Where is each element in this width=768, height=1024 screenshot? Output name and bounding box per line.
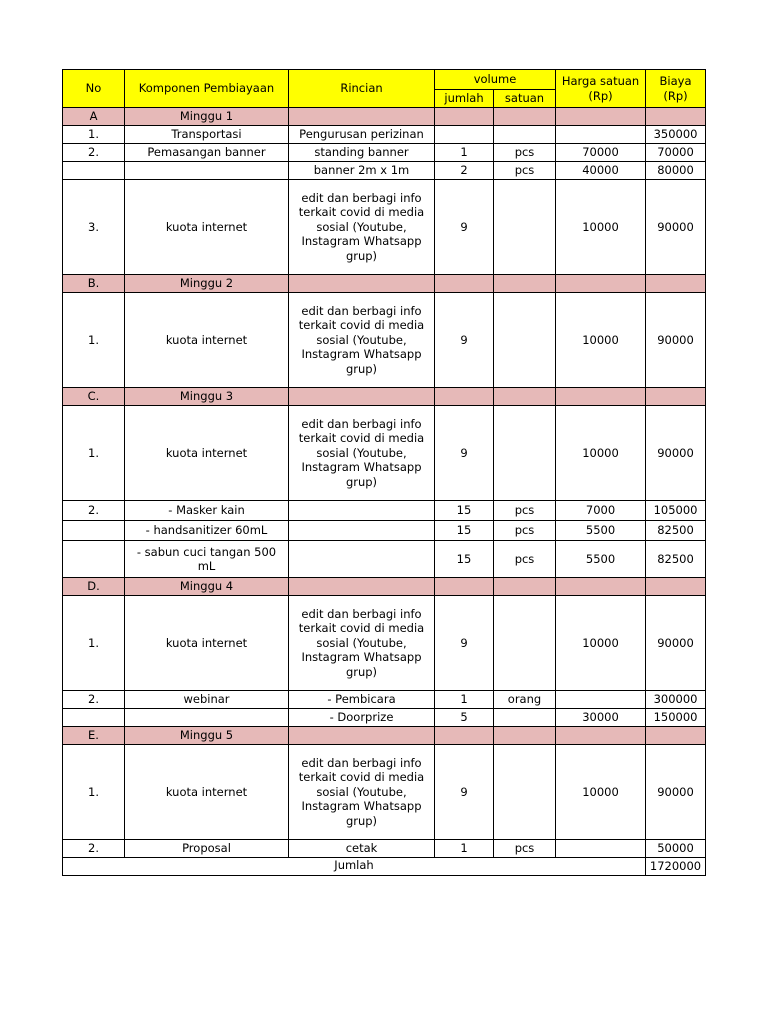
cell-no (63, 162, 125, 180)
cell-no: 3. (63, 180, 125, 275)
header-rincian: Rincian (289, 70, 435, 108)
cell-no: 2. (63, 144, 125, 162)
cell-no (63, 709, 125, 727)
header-no: No (63, 70, 125, 108)
cell-biaya: 90000 (646, 293, 706, 388)
cell-harga: 10000 (556, 745, 646, 840)
cell-no (63, 541, 125, 578)
budget-table (62, 69, 706, 876)
cell-rincian: banner 2m x 1m (289, 162, 435, 180)
cell-jumlah (435, 126, 494, 144)
cell-no: 1. (63, 293, 125, 388)
section-title: Minggu 2 (125, 275, 289, 293)
cell-komponen (125, 709, 289, 727)
table-row (63, 840, 706, 858)
cell-komponen: webinar (125, 691, 289, 709)
total-value: 1720000 (646, 858, 706, 876)
section-label: C. (63, 388, 125, 406)
cell-harga (556, 691, 646, 709)
cell-harga: 10000 (556, 293, 646, 388)
cell-rincian: edit dan berbagi info terkait covid di media sosial (Youtube, Instagram Whatsapp grup) (289, 745, 435, 840)
cell-satuan: pcs (494, 840, 556, 858)
cell-rincian (289, 501, 435, 521)
cell-no: 2. (63, 501, 125, 521)
table-row (63, 293, 706, 388)
cell-jumlah: 1 (435, 691, 494, 709)
table-row (63, 521, 706, 541)
cell-biaya: 82500 (646, 541, 706, 578)
cell-komponen (125, 162, 289, 180)
table-row (63, 745, 706, 840)
cell-biaya: 82500 (646, 521, 706, 541)
cell-biaya: 105000 (646, 501, 706, 521)
section-title: Minggu 4 (125, 578, 289, 596)
cell-rincian: edit dan berbagi info terkait covid di media sosial (Youtube, Instagram Whatsapp grup) (289, 180, 435, 275)
cell-komponen: kuota internet (125, 293, 289, 388)
section-row (63, 388, 706, 406)
cell-satuan: pcs (494, 521, 556, 541)
cell-satuan (494, 596, 556, 691)
section-label: D. (63, 578, 125, 596)
cell-biaya: 70000 (646, 144, 706, 162)
cell-satuan (494, 406, 556, 501)
cell-komponen: Proposal (125, 840, 289, 858)
section-row (63, 578, 706, 596)
cell-no: 1. (63, 126, 125, 144)
cell-biaya: 90000 (646, 406, 706, 501)
cell-jumlah: 9 (435, 596, 494, 691)
table-row (63, 596, 706, 691)
cell-rincian: - Doorprize (289, 709, 435, 727)
header-biaya: Biaya (Rp) (646, 70, 706, 108)
cell-no: 1. (63, 596, 125, 691)
cell-komponen: kuota internet (125, 596, 289, 691)
cell-jumlah: 9 (435, 406, 494, 501)
cell-satuan: pcs (494, 501, 556, 521)
cell-jumlah: 9 (435, 745, 494, 840)
section-row (63, 275, 706, 293)
cell-biaya: 150000 (646, 709, 706, 727)
cell-no: 1. (63, 406, 125, 501)
cell-jumlah: 15 (435, 501, 494, 521)
table-row (63, 180, 706, 275)
cell-no: 2. (63, 840, 125, 858)
header-jumlah: jumlah (435, 90, 494, 108)
cell-jumlah: 9 (435, 293, 494, 388)
cell-jumlah: 15 (435, 541, 494, 578)
cell-harga: 5500 (556, 521, 646, 541)
cell-harga: 5500 (556, 541, 646, 578)
section-title: Minggu 1 (125, 108, 289, 126)
section-label: A (63, 108, 125, 126)
cell-no (63, 521, 125, 541)
cell-komponen: Pemasangan banner (125, 144, 289, 162)
section-row (63, 108, 706, 126)
cell-rincian (289, 541, 435, 578)
table-row (63, 162, 706, 180)
cell-harga: 40000 (556, 162, 646, 180)
cell-komponen: Transportasi (125, 126, 289, 144)
cell-jumlah: 1 (435, 840, 494, 858)
total-row (63, 858, 706, 876)
table-row (63, 406, 706, 501)
section-title: Minggu 5 (125, 727, 289, 745)
cell-satuan: pcs (494, 162, 556, 180)
cell-harga: 30000 (556, 709, 646, 727)
table-row (63, 144, 706, 162)
header-row (63, 70, 706, 90)
section-label: B. (63, 275, 125, 293)
table-row (63, 541, 706, 578)
cell-rincian: edit dan berbagi info terkait covid di media sosial (Youtube, Instagram Whatsapp grup) (289, 406, 435, 501)
cell-komponen: - handsanitizer 60mL (125, 521, 289, 541)
cell-satuan: orang (494, 691, 556, 709)
cell-biaya: 300000 (646, 691, 706, 709)
cell-biaya: 80000 (646, 162, 706, 180)
header-komponen: Komponen Pembiayaan (125, 70, 289, 108)
cell-satuan (494, 180, 556, 275)
table-row (63, 709, 706, 727)
cell-komponen: kuota internet (125, 406, 289, 501)
cell-rincian: edit dan berbagi info terkait covid di media sosial (Youtube, Instagram Whatsapp grup) (289, 596, 435, 691)
cell-rincian: - Pembicara (289, 691, 435, 709)
section-row (63, 727, 706, 745)
table-row (63, 691, 706, 709)
cell-satuan (494, 745, 556, 840)
cell-komponen: - Masker kain (125, 501, 289, 521)
cell-harga: 70000 (556, 144, 646, 162)
section-label: E. (63, 727, 125, 745)
cell-satuan: pcs (494, 541, 556, 578)
cell-rincian: standing banner (289, 144, 435, 162)
header-satuan: satuan (494, 90, 556, 108)
table-row (63, 501, 706, 521)
cell-harga: 10000 (556, 596, 646, 691)
cell-biaya: 90000 (646, 596, 706, 691)
cell-komponen: kuota internet (125, 745, 289, 840)
cell-rincian: cetak (289, 840, 435, 858)
header-volume: volume (435, 70, 556, 90)
cell-jumlah: 9 (435, 180, 494, 275)
section-title: Minggu 3 (125, 388, 289, 406)
cell-satuan (494, 293, 556, 388)
cell-komponen: - sabun cuci tangan 500 mL (125, 541, 289, 578)
cell-biaya: 90000 (646, 180, 706, 275)
cell-biaya: 50000 (646, 840, 706, 858)
cell-biaya: 90000 (646, 745, 706, 840)
cell-jumlah: 2 (435, 162, 494, 180)
cell-satuan (494, 126, 556, 144)
header-harga: Harga satuan (Rp) (556, 70, 646, 108)
cell-no: 1. (63, 745, 125, 840)
cell-harga: 10000 (556, 406, 646, 501)
cell-rincian (289, 521, 435, 541)
cell-biaya: 350000 (646, 126, 706, 144)
cell-jumlah: 1 (435, 144, 494, 162)
cell-jumlah: 15 (435, 521, 494, 541)
cell-satuan: pcs (494, 144, 556, 162)
total-label: Jumlah (63, 858, 646, 876)
cell-komponen: kuota internet (125, 180, 289, 275)
cell-jumlah: 5 (435, 709, 494, 727)
cell-rincian: edit dan berbagi info terkait covid di media sosial (Youtube, Instagram Whatsapp grup) (289, 293, 435, 388)
cell-harga (556, 840, 646, 858)
cell-harga (556, 126, 646, 144)
table-row (63, 126, 706, 144)
cell-satuan (494, 709, 556, 727)
cell-no: 2. (63, 691, 125, 709)
cell-rincian: Pengurusan perizinan (289, 126, 435, 144)
cell-harga: 7000 (556, 501, 646, 521)
cell-harga: 10000 (556, 180, 646, 275)
